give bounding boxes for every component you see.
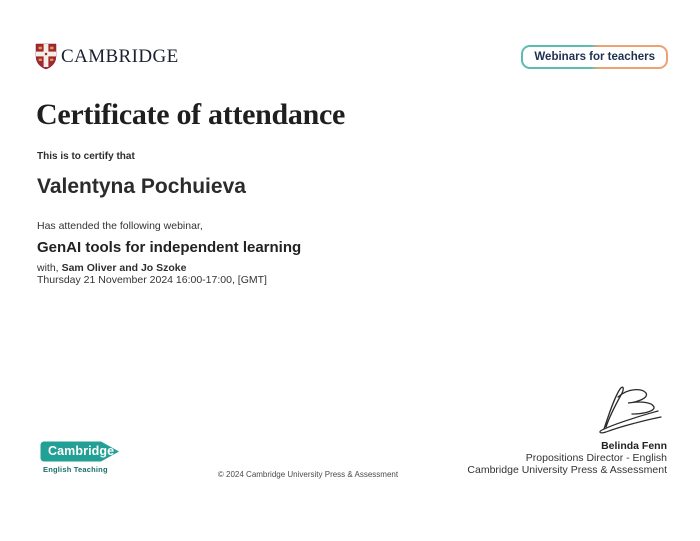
presenter-names: Sam Oliver and Jo Szoke (61, 262, 187, 274)
signatory-name: Belinda Fenn (601, 440, 667, 452)
cambridge-logo (35, 43, 179, 70)
attended-line: Has attended the following webinar, (37, 220, 203, 232)
footer-logo-text: Cambridge (48, 444, 115, 458)
signature-scribble-icon (588, 384, 668, 436)
with-prefix: with, (37, 262, 59, 274)
copyright-line: © 2024 Cambridge University Press & Assessment (217, 470, 399, 479)
signatory-block (467, 440, 667, 476)
webinar-datetime: Thursday 21 November 2024 16:00-17:00, [GMT] (37, 274, 267, 286)
recipient-name: Valentyna Pochuieva (37, 175, 246, 198)
webinars-for-teachers-label: Webinars for teachers (523, 47, 666, 67)
signatory-organisation: Cambridge University Press & Assessment (467, 464, 667, 476)
cambridge-english-teaching-logo (40, 441, 130, 474)
certify-line: This is to certify that (37, 151, 135, 162)
signatory-role: Propositions Director - English (525, 452, 667, 464)
webinars-for-teachers-badge (521, 45, 668, 69)
cambridge-wordmark: CAMBRIDGE (61, 45, 179, 67)
webinar-title: GenAI tools for independent learning (37, 239, 302, 256)
footer-logo-subtext: English Teaching (43, 465, 108, 474)
page-title: Certificate of attendance (36, 98, 346, 131)
presenters-line (37, 262, 186, 274)
cambridge-shield-icon (35, 43, 57, 70)
